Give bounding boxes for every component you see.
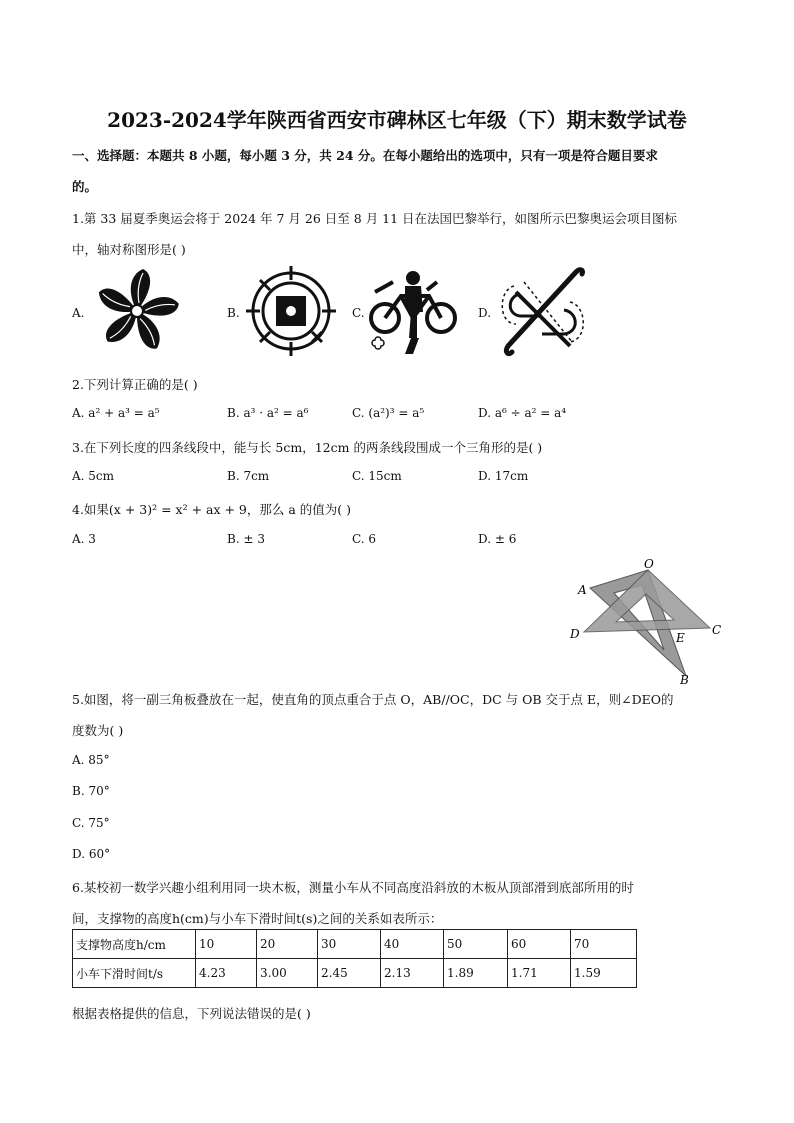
exam-title: 2023-2024学年陕西省西安市碑林区七年级（下）期末数学试卷 <box>107 108 687 132</box>
table-row-time <box>73 959 637 988</box>
table-cell: 40 <box>381 930 444 959</box>
height-time-table <box>72 929 637 988</box>
section-heading-line2: 的。 <box>72 179 98 194</box>
q6-followup: 根据表格提供的信息，下列说法错误的是( ) <box>72 1006 311 1021</box>
cyclist-icon <box>367 268 461 358</box>
table-cell: 1.89 <box>444 959 508 988</box>
table-row-label: 支撑物高度h/cm <box>73 930 196 959</box>
q5-stem-line2: 度数为( ) <box>72 723 124 738</box>
q3-option-c: C. 15cm <box>352 469 402 483</box>
q2-option-b: B. a³ · a² = a⁶ <box>227 406 309 420</box>
table-cell: 2.13 <box>381 959 444 988</box>
table-cell: 2.45 <box>318 959 381 988</box>
q5-option-b: B. 70° <box>72 784 110 798</box>
q1-option-c-label: C. <box>352 306 365 320</box>
table-cell: 4.23 <box>196 959 257 988</box>
q2-option-c: C. (a²)³ = a⁵ <box>352 406 425 420</box>
q6-stem-line1: 6.某校初一数学兴趣小组利用同一块木板，测量小车从不同高度沿斜放的木板从顶部滑到底部所用的时 <box>72 880 634 895</box>
q4-option-d: D. ± 6 <box>478 532 517 546</box>
q5-option-d: D. 60° <box>72 847 111 861</box>
point-a-label: A <box>578 583 587 597</box>
set-squares-figure <box>560 558 730 686</box>
pinwheel-icon <box>92 266 182 356</box>
section-heading-line1: 一、选择题：本题共 8 小题，每小题 3 分，共 24 分。在每小题给出的选项中，只有一项是符合题目要求 <box>72 148 658 163</box>
q5-option-c: C. 75° <box>72 816 110 830</box>
point-b-label: B <box>680 673 689 687</box>
q6-stem-line2: 间，支撑物的高度h(cm)与小车下滑时间t(s)之间的关系如表所示： <box>72 911 443 926</box>
q1-option-a-label: A. <box>72 306 85 320</box>
point-d-label: D <box>570 627 580 641</box>
q5-option-a: A. 85° <box>72 753 110 767</box>
target-square-icon <box>246 266 336 356</box>
q1-option-d-label: D. <box>478 306 492 320</box>
table-cell: 3.00 <box>257 959 318 988</box>
point-o-label: O <box>644 557 654 571</box>
q5-stem-line1: 5.如图，将一副三角板叠放在一起，使直角的顶点重合于点 O，AB//OC，DC 与 OB 交于点 E，则∠DEO的 <box>72 692 674 707</box>
q2-option-d: D. a⁶ ÷ a² = a⁴ <box>478 406 567 420</box>
q1-option-b-label: B. <box>227 306 240 320</box>
q4-option-c: C. 6 <box>352 532 377 546</box>
q3-stem: 3.在下列长度的四条线段中，能与长 5cm，12cm 的两条线段围成一个三角形的是( ) <box>72 440 543 455</box>
hockey-sticks-icon <box>494 266 590 360</box>
q3-option-d: D. 17cm <box>478 469 529 483</box>
table-cell: 60 <box>508 930 571 959</box>
table-cell: 20 <box>257 930 318 959</box>
q4-stem: 4.如果(x + 3)² = x² + ax + 9，那么 a 的值为( ) <box>72 502 352 517</box>
point-c-label: C <box>712 623 722 637</box>
table-cell: 30 <box>318 930 381 959</box>
q3-option-a: A. 5cm <box>72 469 115 483</box>
table-cell: 1.59 <box>571 959 637 988</box>
q2-stem: 2.下列计算正确的是( ) <box>72 377 198 392</box>
table-row-label: 小车下滑时间t/s <box>73 959 196 988</box>
q1-stem-line2: 中，轴对称图形是( ) <box>72 242 186 257</box>
table-row-height <box>73 930 637 959</box>
table-cell: 1.71 <box>508 959 571 988</box>
table-cell: 10 <box>196 930 257 959</box>
q4-option-a: A. 3 <box>72 532 96 546</box>
point-e-label: E <box>676 631 685 645</box>
q2-option-a: A. a² + a³ = a⁵ <box>72 406 160 420</box>
table-cell: 50 <box>444 930 508 959</box>
q3-option-b: B. 7cm <box>227 469 270 483</box>
q1-stem-line1: 1.第 33 届夏季奥运会将于 2024 年 7 月 26 日至 8 月 11 日在法国巴黎举行，如图所示巴黎奥运会项目图标 <box>72 211 678 226</box>
table-cell: 70 <box>571 930 637 959</box>
q4-option-b: B. ± 3 <box>227 532 265 546</box>
